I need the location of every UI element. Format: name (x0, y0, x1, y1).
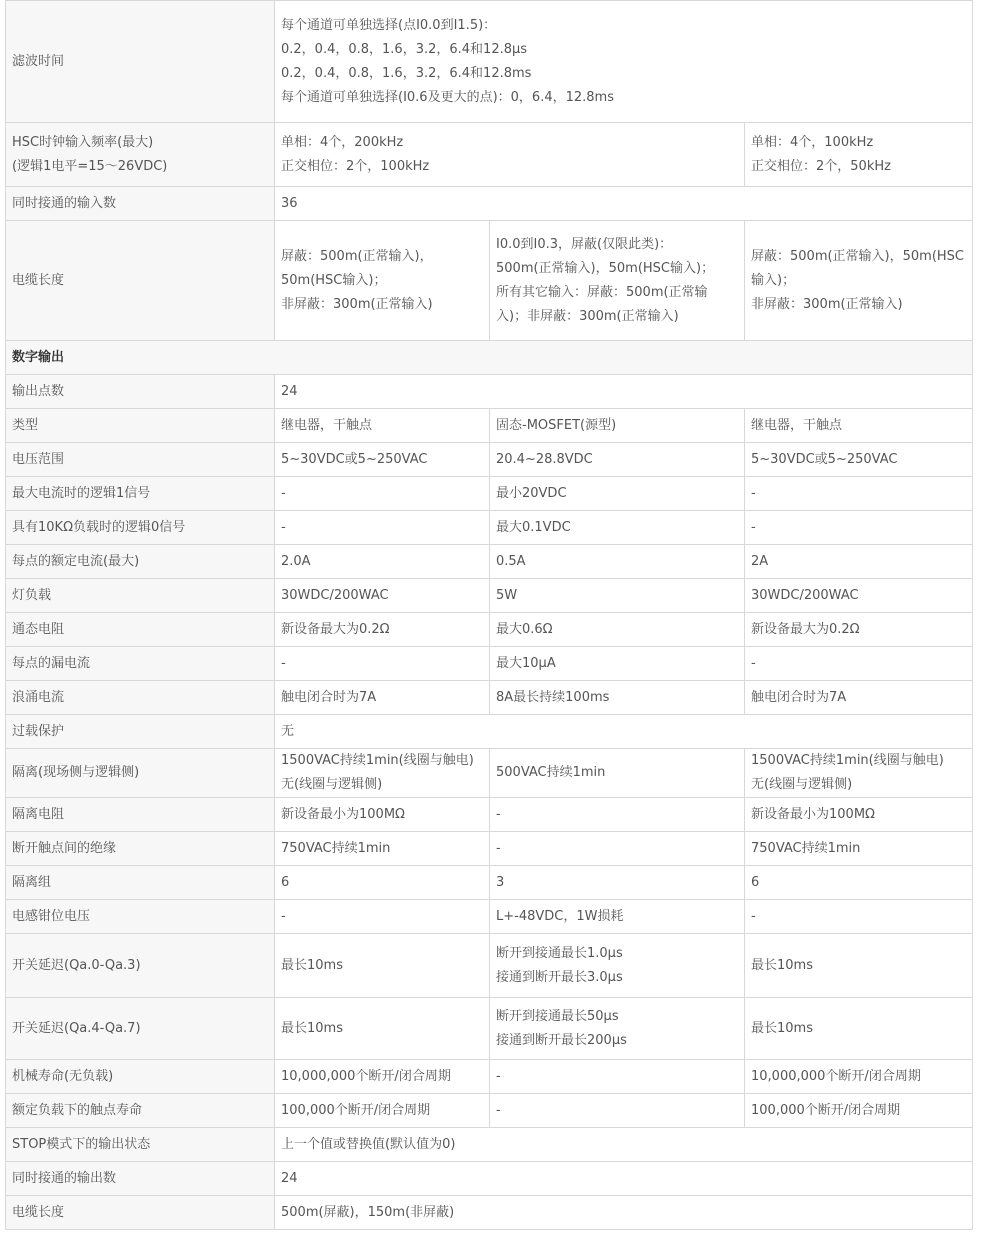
value-cell (490, 579, 745, 613)
value-cell (745, 545, 973, 579)
table-row (6, 1094, 973, 1128)
value-line: 新设备最小为100MΩ (281, 806, 405, 822)
row-label: 同时接通的输出数 (6, 1162, 275, 1196)
value-cell (490, 749, 745, 798)
row-label: 类型 (6, 409, 275, 443)
table-row (6, 647, 973, 681)
value-cell (745, 900, 973, 934)
value-cell (490, 477, 745, 511)
value-line: 50m(HSC输入)； (281, 272, 387, 288)
value-line: 新设备最小为100MΩ (751, 806, 875, 822)
value-cell (745, 511, 973, 545)
value-cell (745, 613, 973, 647)
value-line: 0.2，0.4，0.8，1.6，3.2，6.4和12.8μs (281, 41, 528, 57)
value-line: 最大10μA (496, 655, 556, 671)
value-line: 单相：4个，100kHz (751, 134, 874, 150)
value-cell (490, 409, 745, 443)
value-line: 10,000,000个断开/闭合周期 (281, 1068, 451, 1084)
value-cell (275, 900, 490, 934)
value-line: 上一个值或替换值(默认值为0) (281, 1136, 456, 1152)
value-line: 最大0.1VDC (496, 519, 571, 535)
value-cell (275, 545, 490, 579)
value-line: - (496, 840, 501, 856)
value-line: 最小20VDC (496, 485, 567, 501)
table-row (6, 1162, 973, 1196)
value-line: 入)；非屏蔽：300m(正常输入) (496, 308, 679, 324)
value-cell (275, 832, 490, 866)
value-line: 3 (496, 874, 505, 890)
table-row (6, 409, 973, 443)
value-cell (275, 715, 973, 749)
value-cell (275, 1, 973, 123)
value-cell (745, 749, 973, 798)
value-cell (490, 221, 745, 341)
value-cell (275, 1196, 973, 1230)
value-line: 100,000个断开/闭合周期 (281, 1102, 431, 1118)
value-cell (745, 477, 973, 511)
row-label: 最大电流时的逻辑1信号 (6, 477, 275, 511)
value-cell (490, 900, 745, 934)
value-cell (745, 409, 973, 443)
value-line: 无(线圈与逻辑侧) (751, 777, 853, 792)
value-cell (745, 1094, 973, 1128)
value-line: 无 (281, 723, 295, 739)
value-cell (745, 221, 973, 341)
value-cell (275, 409, 490, 443)
value-line: 断开到接通最长50μs (496, 1008, 619, 1024)
row-label: 同时接通的输入数 (6, 187, 275, 221)
value-cell (490, 832, 745, 866)
table-row (6, 934, 973, 998)
row-label: 输出点数 (6, 375, 275, 409)
value-cell (490, 545, 745, 579)
table-row (6, 1128, 973, 1162)
value-cell (490, 934, 745, 998)
row-label: 具有10KΩ负载时的逻辑0信号 (6, 511, 275, 545)
value-cell (490, 443, 745, 477)
table-row (6, 1196, 973, 1230)
value-line: 新设备最大为0.2Ω (751, 621, 860, 637)
value-cell (745, 123, 973, 187)
row-label: 开关延迟(Qa.4-Qa.7) (6, 998, 275, 1060)
value-cell (275, 375, 973, 409)
value-line: - (496, 1102, 501, 1118)
value-cell (490, 511, 745, 545)
row-label: 隔离电阻 (6, 798, 275, 832)
value-line: L+-48VDC，1W损耗 (496, 908, 624, 924)
value-line: 1500VAC持续1min(线圈与触电) (281, 753, 474, 768)
value-line: 最长10ms (751, 957, 813, 973)
value-line: - (751, 655, 756, 671)
value-cell (745, 1060, 973, 1094)
row-label: 断开触点间的绝缘 (6, 832, 275, 866)
value-line: - (281, 485, 286, 501)
value-line: 最长10ms (281, 957, 343, 973)
row-label: 电缆长度 (6, 1196, 275, 1230)
value-line: 屏蔽：500m(正常输入)，50m(HSC (751, 248, 965, 264)
value-cell (745, 579, 973, 613)
value-line: 750VAC持续1min (751, 840, 861, 856)
value-cell (275, 798, 490, 832)
value-line: - (496, 806, 501, 822)
row-label: 开关延迟(Qa.0-Qa.3) (6, 934, 275, 998)
table-row (6, 998, 973, 1060)
value-line: - (281, 908, 286, 924)
value-cell (275, 647, 490, 681)
table-row (6, 187, 973, 221)
value-cell (745, 934, 973, 998)
value-cell (275, 866, 490, 900)
spec-table (5, 0, 973, 1230)
row-label: 过载保护 (6, 715, 275, 749)
value-line: - (281, 519, 286, 535)
table-row (6, 477, 973, 511)
row-label: STOP模式下的输出状态 (6, 1128, 275, 1162)
table-row (6, 375, 973, 409)
row-label: 电缆长度 (6, 221, 275, 341)
value-cell (275, 681, 490, 715)
row-label-line: (逻辑1电平=15～26VDC) (12, 158, 168, 174)
row-label: 滤波时间 (6, 1, 275, 123)
value-cell (275, 749, 490, 798)
value-line: 最长10ms (751, 1020, 813, 1036)
value-line: 6 (751, 874, 760, 890)
value-cell (745, 647, 973, 681)
value-cell (275, 613, 490, 647)
value-line: 最长10ms (281, 1020, 343, 1036)
value-line: 每个通道可单独选择(I0.6及更大的点)：0，6.4，12.8ms (281, 89, 614, 105)
section-row (6, 341, 973, 375)
value-line: 5W (496, 587, 518, 603)
value-line: 所有其它输入：屏蔽：500m(正常输 (496, 284, 708, 300)
value-line: - (751, 485, 756, 501)
value-cell (490, 1060, 745, 1094)
value-line: 2.0A (281, 553, 311, 569)
value-line: 断开到接通最长1.0μs (496, 945, 623, 961)
table-row (6, 715, 973, 749)
value-line: 每个通道可单独选择(点I0.0到I1.5)： (281, 17, 497, 33)
value-line: 正交相位：2个，50kHz (751, 158, 891, 174)
value-line: 输入)； (751, 272, 796, 288)
value-cell (490, 613, 745, 647)
value-line: 继电器，干触点 (281, 417, 373, 433)
value-line: 6 (281, 874, 290, 890)
value-line: I0.0到I0.3，屏蔽(仅限此类)： (496, 236, 673, 252)
value-cell (490, 798, 745, 832)
row-label: 额定负载下的触点寿命 (6, 1094, 275, 1128)
value-cell (275, 123, 745, 187)
value-cell (275, 187, 973, 221)
value-line: 无(线圈与逻辑侧) (281, 777, 383, 792)
value-cell (275, 1060, 490, 1094)
row-label (6, 123, 275, 187)
value-line: - (281, 655, 286, 671)
value-line: 接通到断开最长3.0μs (496, 969, 623, 985)
value-cell (275, 1128, 973, 1162)
value-cell (490, 681, 745, 715)
value-line: 100,000个断开/闭合周期 (751, 1102, 901, 1118)
value-line: 触电闭合时为7A (751, 689, 847, 705)
value-line: 接通到断开最长200μs (496, 1032, 627, 1048)
value-line: 500m(屏蔽)，150m(非屏蔽) (281, 1204, 455, 1220)
table-row (6, 681, 973, 715)
value-line: 30WDC/200WAC (281, 587, 389, 603)
value-line: 5~30VDC或5~250VAC (281, 451, 428, 467)
value-line: 非屏蔽：300m(正常输入) (281, 296, 433, 312)
row-label: 电感钳位电压 (6, 900, 275, 934)
value-line: - (496, 1068, 501, 1084)
value-line: 2A (751, 553, 769, 569)
value-line: 非屏蔽：300m(正常输入) (751, 296, 903, 312)
value-line: 20.4~28.8VDC (496, 451, 593, 467)
value-line: 10,000,000个断开/闭合周期 (751, 1068, 921, 1084)
value-line: 单相：4个，200kHz (281, 134, 404, 150)
table-row (6, 798, 973, 832)
table-row (6, 221, 973, 341)
table-row (6, 613, 973, 647)
value-line: 24 (281, 1170, 298, 1186)
row-label: 隔离(现场侧与逻辑侧) (6, 749, 275, 798)
value-cell (275, 579, 490, 613)
row-label: 灯负载 (6, 579, 275, 613)
value-line: 500VAC持续1min (496, 765, 606, 780)
value-line: 最大0.6Ω (496, 621, 553, 637)
table-row (6, 1, 973, 123)
spec-table-body (6, 1, 973, 1230)
value-cell (275, 998, 490, 1060)
value-line: 750VAC持续1min (281, 840, 391, 856)
value-cell (490, 998, 745, 1060)
table-row (6, 511, 973, 545)
value-line: 新设备最大为0.2Ω (281, 621, 390, 637)
row-label: 通态电阻 (6, 613, 275, 647)
value-line: - (751, 908, 756, 924)
value-line: 24 (281, 383, 298, 399)
table-row (6, 579, 973, 613)
table-row (6, 443, 973, 477)
value-line: 继电器，干触点 (751, 417, 843, 433)
value-cell (490, 647, 745, 681)
table-row (6, 866, 973, 900)
value-cell (275, 443, 490, 477)
value-cell (275, 934, 490, 998)
value-line: 0.5A (496, 553, 526, 569)
section-heading: 数字输出 (6, 341, 973, 375)
table-row (6, 545, 973, 579)
row-label: 浪涌电流 (6, 681, 275, 715)
value-line: 8A最长持续100ms (496, 689, 610, 705)
row-label: 机械寿命(无负载) (6, 1060, 275, 1094)
value-cell (275, 1162, 973, 1196)
row-label: 隔离组 (6, 866, 275, 900)
value-line: - (751, 519, 756, 535)
table-row (6, 900, 973, 934)
table-row (6, 832, 973, 866)
table-row (6, 1060, 973, 1094)
value-cell (745, 866, 973, 900)
value-cell (745, 832, 973, 866)
value-line: 500m(正常输入)，50m(HSC输入)； (496, 260, 715, 276)
value-cell (745, 998, 973, 1060)
value-cell (275, 511, 490, 545)
value-line: 固态-MOSFET(源型) (496, 417, 617, 433)
row-label: 每点的漏电流 (6, 647, 275, 681)
value-cell (745, 798, 973, 832)
value-line: 0.2，0.4，0.8，1.6，3.2，6.4和12.8ms (281, 65, 532, 81)
value-cell (490, 866, 745, 900)
row-label: 每点的额定电流(最大) (6, 545, 275, 579)
value-line: 屏蔽：500m(正常输入)， (281, 248, 433, 264)
value-line: 触电闭合时为7A (281, 689, 377, 705)
value-line: 30WDC/200WAC (751, 587, 859, 603)
value-cell (275, 477, 490, 511)
value-line: 5~30VDC或5~250VAC (751, 451, 898, 467)
value-cell (275, 221, 490, 341)
row-label-line: HSC时钟输入频率(最大) (12, 134, 154, 150)
value-line: 1500VAC持续1min(线圈与触电) (751, 753, 944, 768)
value-cell (275, 1094, 490, 1128)
table-row (6, 123, 973, 187)
table-row (6, 749, 973, 798)
value-line: 正交相位：2个，100kHz (281, 158, 430, 174)
value-cell (745, 443, 973, 477)
value-cell (490, 1094, 745, 1128)
value-line: 36 (281, 195, 298, 211)
value-cell (745, 681, 973, 715)
row-label: 电压范围 (6, 443, 275, 477)
